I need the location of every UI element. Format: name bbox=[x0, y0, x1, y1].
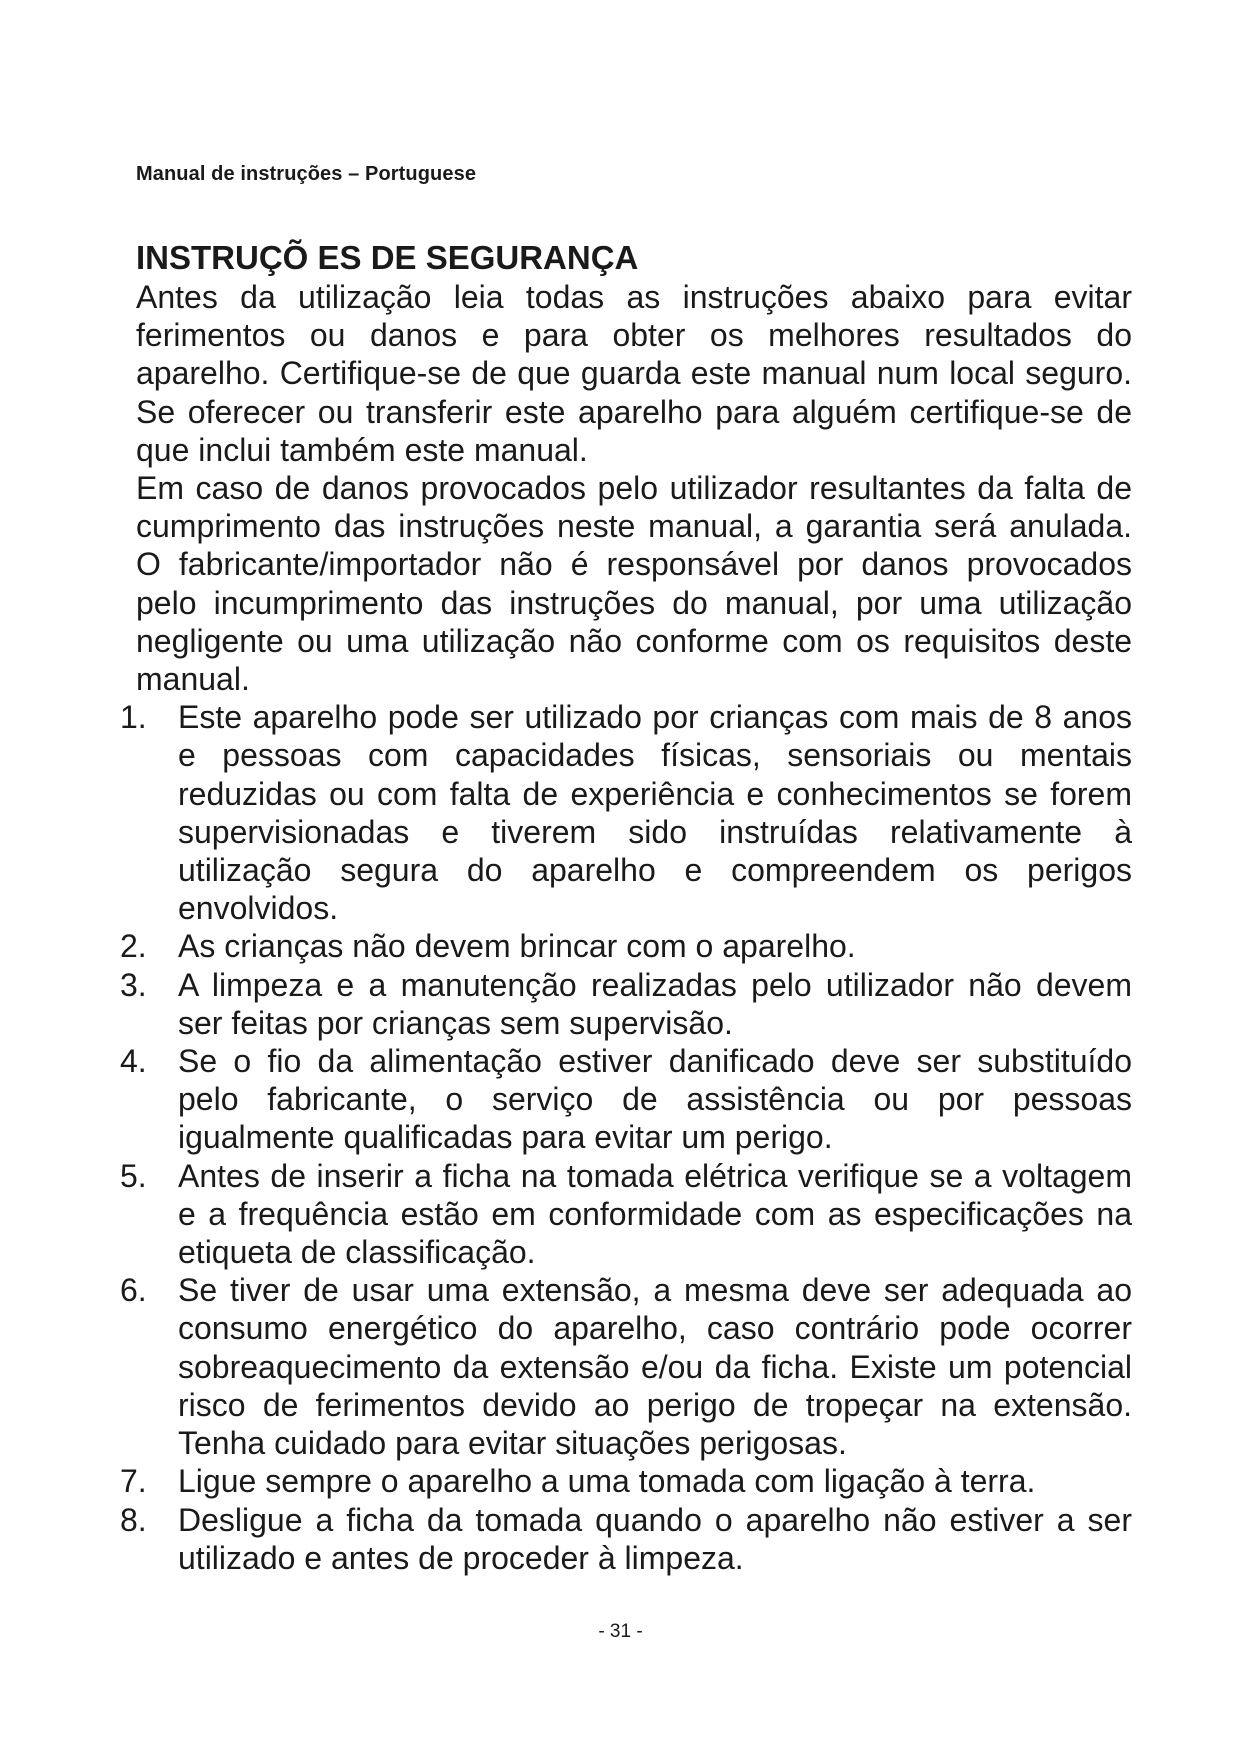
section-title: INSTRUÇÕ ES DE SEGURANÇA bbox=[136, 239, 639, 276]
safety-instructions-list bbox=[120, 698, 1132, 1577]
list-item-number: 8. bbox=[120, 1501, 147, 1538]
list-item bbox=[120, 966, 1132, 1042]
list-item-number: 6. bbox=[120, 1272, 147, 1309]
list-item bbox=[120, 1271, 1132, 1462]
page-number: - 31 - bbox=[598, 1621, 643, 1642]
list-item-number: 3. bbox=[120, 966, 147, 1003]
list-item bbox=[120, 1462, 1132, 1500]
list-item-number: 2. bbox=[120, 928, 147, 965]
list-item-text: A limpeza e a manutenção realizadas pelo utilizador não devem ser feitas por crianças sem supervisão. bbox=[178, 966, 1132, 1041]
list-item bbox=[120, 1157, 1132, 1272]
list-item bbox=[120, 927, 1132, 965]
list-item-text: Antes de inserir a ficha na tomada elétrica verifique se a voltagem e a frequência estão em conformidade com as especificações na etiqueta de classificação. bbox=[178, 1157, 1132, 1271]
list-item-text: Se o fio da alimentação estiver danificado deve ser substituído pelo fabricante, o serviço de assistência ou por pessoas igualmente qualificadas para evitar um perigo. bbox=[178, 1043, 1132, 1156]
list-item-number: 7. bbox=[120, 1463, 147, 1500]
list-item-number: 1. bbox=[120, 699, 147, 736]
list-item-number: 4. bbox=[120, 1043, 147, 1080]
list-item bbox=[120, 1042, 1132, 1157]
list-item-text: Se tiver de usar uma extensão, a mesma deve ser adequada ao consumo energético do aparelho, caso contrário pode ocorrer sobreaquecimento da extensão e/ou da ficha. Existe um potencial risco de ferimentos devido ao perigo de tropeçar na extensão. Tenha cuidado para evitar situações perigosas. bbox=[178, 1272, 1132, 1462]
list-item bbox=[120, 698, 1132, 927]
warranty-paragraph: Em caso de danos provocados pelo utilizador resultantes da falta de cumprimento das instruções neste manual, a garantia será anulada. O fabricante/importador não é responsável por danos provocados pelo incumprimento das instruções do manual, por uma utilização negligente ou uma utilização não conforme com os requisitos deste manual. bbox=[136, 470, 1132, 698]
main-content bbox=[120, 238, 1132, 1577]
list-item-text: Este aparelho pode ser utilizado por crianças com mais de 8 anos e pessoas com capacidades físicas, sensoriais ou mentais reduzidas ou com falta de experiência e conhecimentos se forem supervisionadas e tiverem sido instruídas relativamente à utilização segura do aparelho e compreendem os perigos envolvidos. bbox=[178, 699, 1132, 927]
list-item-text: As crianças não devem brincar com o aparelho. bbox=[178, 928, 856, 965]
list-item-text: Ligue sempre o aparelho a uma tomada com ligação à terra. bbox=[178, 1463, 1036, 1500]
running-header: Manual de instruções – Portuguese bbox=[136, 163, 477, 185]
list-item-text: Desligue a ficha da tomada quando o aparelho não estiver a ser utilizado e antes de proceder à limpeza. bbox=[178, 1501, 1132, 1576]
list-item-number: 5. bbox=[120, 1157, 147, 1194]
intro-paragraph: Antes da utilização leia todas as instruções abaixo para evitar ferimentos ou danos e para obter os melhores resultados do aparelho. Certifique-se de que guarda este manual num local seguro. Se oferecer ou transferir este aparelho para alguém certifique-se de que inclui também este manual. bbox=[136, 279, 1132, 468]
list-item bbox=[120, 1501, 1132, 1577]
